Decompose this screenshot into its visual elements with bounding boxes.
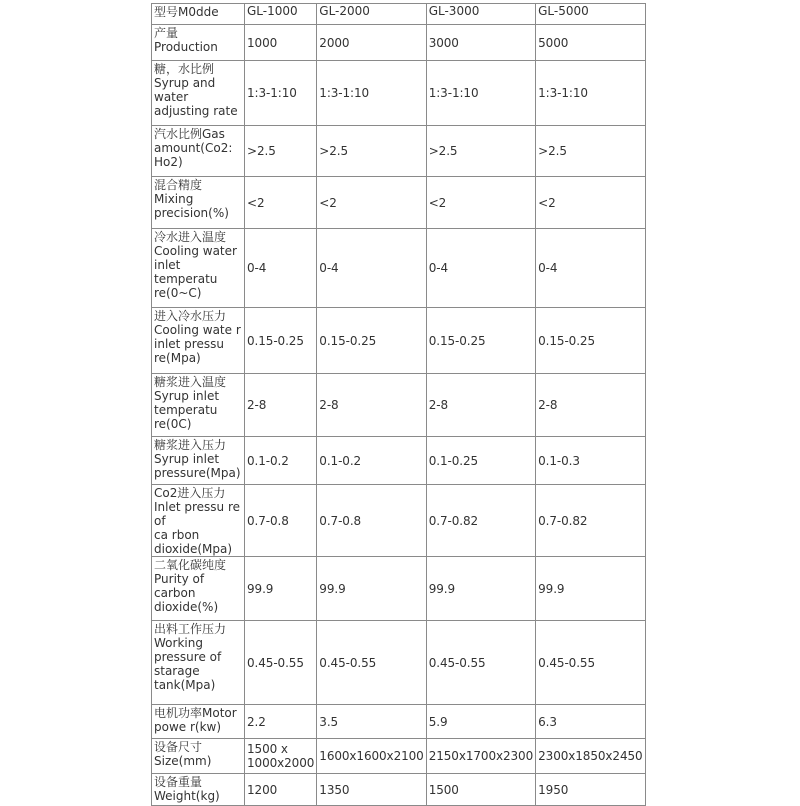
table-cell: 0.45-0.55 (245, 621, 317, 705)
table-cell: 2000 (317, 25, 426, 61)
table-cell: 1500 (426, 774, 535, 806)
specification-table (151, 3, 646, 806)
row-label: 进入冷水压力 Cooling wate r inlet pressu re(Mpa) (152, 308, 245, 374)
row-label: 产量 Production (152, 25, 245, 61)
table-cell: 0.15-0.25 (245, 308, 317, 374)
table-cell: 5.9 (426, 705, 535, 739)
table-cell: 1:3-1:10 (317, 61, 426, 126)
table-cell: >2.5 (536, 126, 645, 177)
table-row-mixing-precision (152, 177, 646, 229)
table-cell: 0.1-0.2 (245, 437, 317, 485)
table-cell: 0-4 (536, 229, 645, 308)
table-cell: 0.15-0.25 (536, 308, 645, 374)
row-label: 糖浆进入温度 Syrup inlet temperatu re(0C) (152, 374, 245, 437)
row-label: 设备重量 Weight(kg) (152, 774, 245, 806)
table-cell: 1950 (536, 774, 645, 806)
table-cell: 1:3-1:10 (426, 61, 535, 126)
table-row-cooling-water-pressure (152, 308, 646, 374)
table-row-size (152, 739, 646, 774)
table-cell: <2 (317, 177, 426, 229)
row-label: 二氧化碳纯度 Purity of carbon dioxide(%) (152, 557, 245, 621)
table-cell: 2-8 (426, 374, 535, 437)
row-label: Co2进入压力 Inlet pressu re of ca rbon dioxide(Mpa) (152, 485, 245, 557)
table-cell: >2.5 (245, 126, 317, 177)
table-row-cooling-water-temperature (152, 229, 646, 308)
header-model-gl-3000: GL-3000 (426, 4, 535, 25)
table-cell: 0-4 (317, 229, 426, 308)
table-cell: 0-4 (426, 229, 535, 308)
table-cell: 0.1-0.2 (317, 437, 426, 485)
table-cell: 0.45-0.55 (426, 621, 535, 705)
table-cell: 6.3 (536, 705, 645, 739)
table-cell: 0.45-0.55 (536, 621, 645, 705)
table-cell: 99.9 (245, 557, 317, 621)
table-cell: 1:3-1:10 (536, 61, 645, 126)
table-cell: 0.7-0.82 (536, 485, 645, 557)
row-label: 出料工作压力 Working pressure of starage tank(Mpa) (152, 621, 245, 705)
table-row-syrup-pressure (152, 437, 646, 485)
table-cell: 2-8 (317, 374, 426, 437)
table-cell: 99.9 (536, 557, 645, 621)
table-cell: 0.7-0.8 (245, 485, 317, 557)
table-cell: 2150x1700x2300 (426, 739, 535, 774)
row-label: 汽水比例Gas amount(Co2: Ho2) (152, 126, 245, 177)
table-cell: <2 (536, 177, 645, 229)
table-cell: 1600x1600x2100 (317, 739, 426, 774)
table-cell: 99.9 (426, 557, 535, 621)
table-cell: >2.5 (317, 126, 426, 177)
header-model-gl-1000: GL-1000 (245, 4, 317, 25)
table-cell: 0-4 (245, 229, 317, 308)
table-cell: 0.15-0.25 (426, 308, 535, 374)
row-label: 电机功率Motor powe r(kw) (152, 705, 245, 739)
header-model-label: 型号M0dde (152, 4, 245, 25)
table-cell: <2 (426, 177, 535, 229)
table-row-motor-power (152, 705, 646, 739)
table-cell: 2-8 (536, 374, 645, 437)
table-row-tank-working-pressure (152, 621, 646, 705)
table-row-syrup-temperature (152, 374, 646, 437)
table-row-co2-pressure (152, 485, 646, 557)
table-row-gas-amount (152, 126, 646, 177)
header-row (152, 4, 646, 25)
row-label: 糖，水比例 Syrup and water adjusting rate (152, 61, 245, 126)
table-row-weight (152, 774, 646, 806)
table-cell: 0.7-0.82 (426, 485, 535, 557)
table-cell: 0.45-0.55 (317, 621, 426, 705)
table-cell: 0.15-0.25 (317, 308, 426, 374)
table-cell: 3000 (426, 25, 535, 61)
table-cell: 1350 (317, 774, 426, 806)
table-cell: 0.7-0.8 (317, 485, 426, 557)
row-label: 设备尺寸 Size(mm) (152, 739, 245, 774)
table-cell: 0.1-0.25 (426, 437, 535, 485)
table-cell: <2 (245, 177, 317, 229)
table-cell: 0.1-0.3 (536, 437, 645, 485)
row-label: 混合精度 Mixing precision(%) (152, 177, 245, 229)
table-cell: 1:3-1:10 (245, 61, 317, 126)
table-cell: 1500 x 1000x2000 (245, 739, 317, 774)
table-cell: >2.5 (426, 126, 535, 177)
table-cell: 2-8 (245, 374, 317, 437)
row-label: 冷水进入温度 Cooling water inlet temperatu re(0~C) (152, 229, 245, 308)
header-model-gl-2000: GL-2000 (317, 4, 426, 25)
table-cell: 99.9 (317, 557, 426, 621)
table-row-production (152, 25, 646, 61)
table-cell: 2300x1850x2450 (536, 739, 645, 774)
table-cell: 2.2 (245, 705, 317, 739)
table-row-co2-purity (152, 557, 646, 621)
table-row-syrup-water-ratio (152, 61, 646, 126)
header-model-gl-5000: GL-5000 (536, 4, 645, 25)
table-cell: 1000 (245, 25, 317, 61)
table-cell: 5000 (536, 25, 645, 61)
table-cell: 1200 (245, 774, 317, 806)
row-label: 糖浆进入压力 Syrup inlet pressure(Mpa) (152, 437, 245, 485)
table-cell: 3.5 (317, 705, 426, 739)
